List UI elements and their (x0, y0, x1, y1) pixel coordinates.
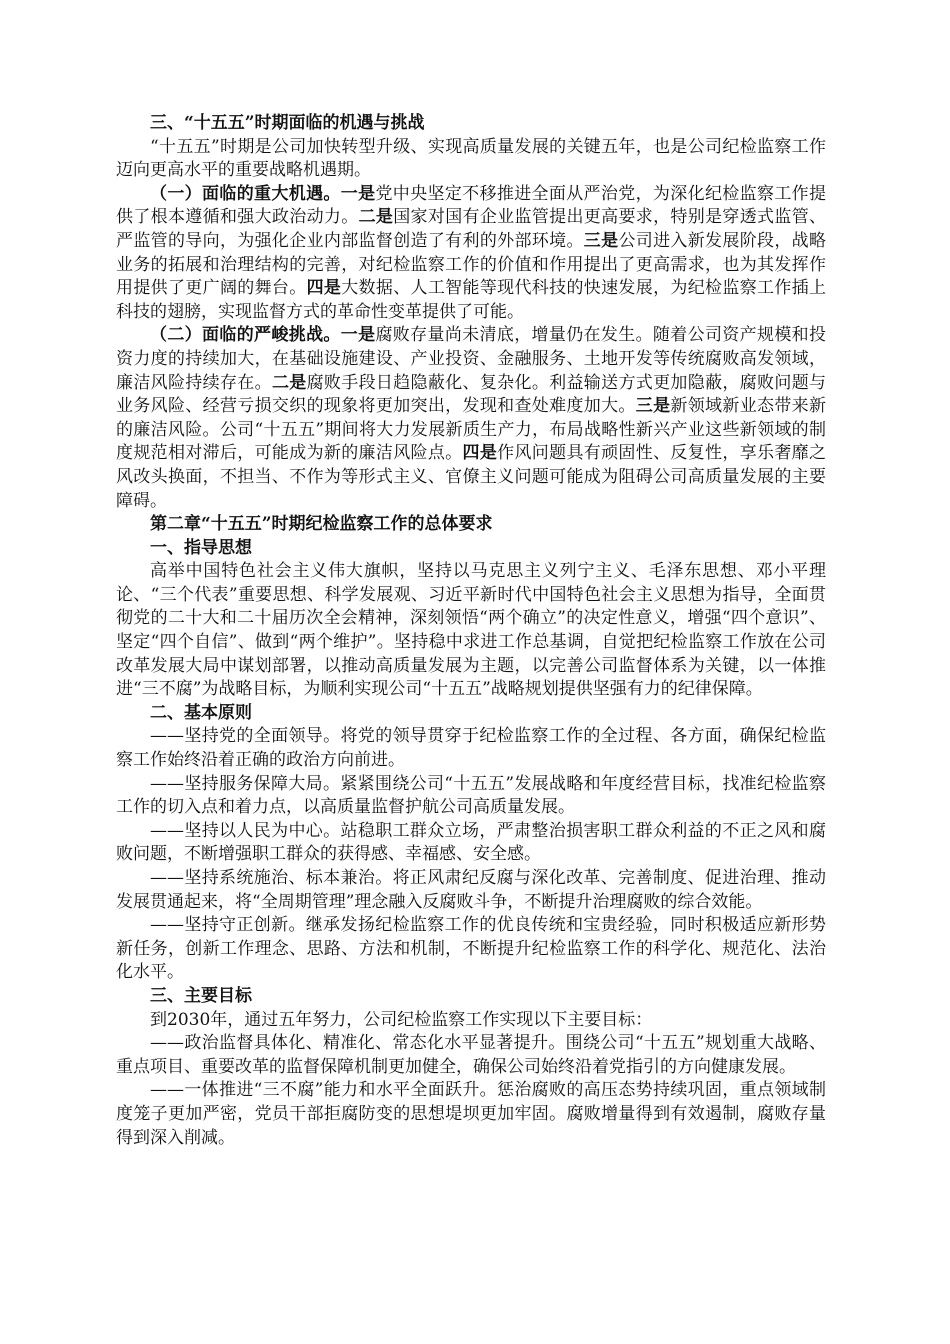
subheading-challenges: （二）面临的严峻挑战。 (150, 325, 341, 346)
marker-1: 一是 (340, 183, 376, 204)
marker-2: 二是 (271, 372, 307, 393)
principle-item: ——坚持系统施治、标本兼治。将正风肃纪反腐与深化改革、完善制度、促进治理、推动发展贯通起来，将“全周期管理”理念融入反腐败斗争，不断提升治理腐败的综合效能。 (116, 868, 826, 912)
principle-item: ——坚持守正创新。继承发扬纪检监察工作的优良传统和宝贵经验，同时积极适应新形势新任务，创新工作理念、思路、方法和机制，不断提升纪检监察工作的科学化、规范化、法治化水平。 (116, 915, 826, 983)
paragraph-challenges (116, 324, 826, 513)
section-heading-goals: 三、主要目标 (150, 985, 252, 1006)
marker-4: 四是 (306, 278, 342, 299)
principle-item: ——坚持以人民为中心。站稳职工群众立场，严肃整治损害职工群众利益的不正之风和腐败问题，不断增强职工群众的获得感、幸福感、安全感。 (116, 820, 826, 865)
section-heading-guiding-ideology: 一、指导思想 (150, 537, 252, 558)
opportunity-1: 党中央坚定不移推进全面从严治党，为深化纪检监察工作提供了根本遵循和强大政治动力。 (116, 183, 827, 228)
paragraph-goals-intro: 到2030年，通过五年努力，公司纪检监察工作实现以下主要目标： (150, 1009, 653, 1030)
subheading-opportunities: （一）面临的重大机遇。 (150, 183, 341, 204)
marker-2: 二是 (358, 207, 394, 228)
principle-item: ——坚持党的全面领导。将党的领导贯穿于纪检监察工作的全过程、各方面，确保纪检监察工作始终沿着正确的政治方向前进。 (116, 726, 826, 771)
challenge-3: 新领域新业态带来新的廉洁风险。公司“十五五”期间将大力发展新质生产力，布局战略性新兴产业这些新领域的制度规范相对滞后，可能成为新的廉洁风险点。 (116, 396, 827, 464)
goal-item: ——政治监督具体化、精准化、常态化水平显著提升。围绕公司“十五五”规划重大战略、重点项目、重要改革的监督保障机制更加健全，确保公司始终沿着党指引的方向健康发展。 (116, 1033, 826, 1077)
challenge-4: 作风问题具有顽固性、反复性，享乐奢靡之风改头换面，不担当、不作为等形式主义、官僚主义问题可能成为阻碍公司高质量发展的主要障碍。 (116, 443, 827, 511)
opportunity-2: 国家对国有企业监管提出更高要求，特别是穿透式监管、严监管的导向，为强化企业内部监督创造了有利的外部环境。 (116, 207, 827, 251)
section-heading-principles: 二、基本原则 (150, 702, 252, 723)
paragraph-intro: “十五五”时期是公司加快转型升级、实现高质量发展的关键五年，也是公司纪检监察工作迈向更高水平的重要战略机遇期。 (116, 136, 826, 181)
marker-4: 四是 (462, 443, 498, 464)
principle-item: ——坚持服务保障大局。紧紧围绕公司“十五五”发展战略和年度经营目标，找准纪检监察工作的切入点和着力点，以高质量监督护航公司高质量发展。 (116, 773, 826, 818)
opportunity-3: 公司进入新发展阶段，战略业务的拓展和治理结构的完善，对纪检监察工作的价值和作用提出了更高需求，也为其发挥作用提供了更广阔的舞台。 (116, 230, 827, 299)
marker-3: 三是 (583, 230, 619, 251)
marker-1: 一是 (340, 325, 376, 346)
chapter-title: 第二章“十五五”时期纪检监察工作的总体要求 (150, 514, 493, 535)
opportunity-4: 大数据、人工智能等现代科技的快速发展，为纪检监察工作插上科技的翅膀，实现监督方式的革命性变革提供了可能。 (116, 278, 827, 322)
document-page (116, 112, 826, 1150)
challenge-2: 腐败手段日趋隐蔽化、复杂化。利益输送方式更加隐蔽，腐败问题与业务风险、经营亏损交织的现象将更加突出，发现和查处难度加大。 (116, 372, 827, 417)
challenge-1: 腐败存量尚未清底，增量仍在发生。随着公司资产规模和投资力度的持续加大，在基础设施建设、产业投资、金融服务、土地开发等传统腐败高发领域，廉洁风险持续存在。 (116, 325, 827, 393)
section-heading-opportunities: 三、“十五五”时期面临的机遇与挑战 (150, 113, 425, 133)
goal-item: ——一体推进“三不腐”能力和水平全面跃升。惩治腐败的高压态势持续巩固，重点领域制度笼子更加严密，党员干部拒腐防变的思想堤坝更加牢固。腐败增量得到有效遏制，腐败存量得到深入削减。 (116, 1080, 826, 1148)
paragraph-guiding-ideology: 高举中国特色社会主义伟大旗帜，坚持以马克思主义列宁主义、毛泽东思想、邓小平理论、“三个代表”重要思想、科学发展观、习近平新时代中国特色社会主义思想为指导，全面贯彻党的二十大和二十届历次全会精神，深刻领悟“两个确立”的决定性意义，增强“四个意识”、坚定“四个自信”、做到“两个维护”。坚持稳中求进工作总基调，自觉把纪检监察工作放在公司改革发展大局中谋划部署，以推动高质量发展为主题，以完善公司监督体系为关键，以一体推进“三不腐”为战略目标，为顺利实现公司“十五五”战略规划提供坚强有力的纪律保障。 (116, 561, 826, 700)
paragraph-opportunities (116, 183, 826, 325)
marker-3: 三是 (635, 396, 671, 417)
